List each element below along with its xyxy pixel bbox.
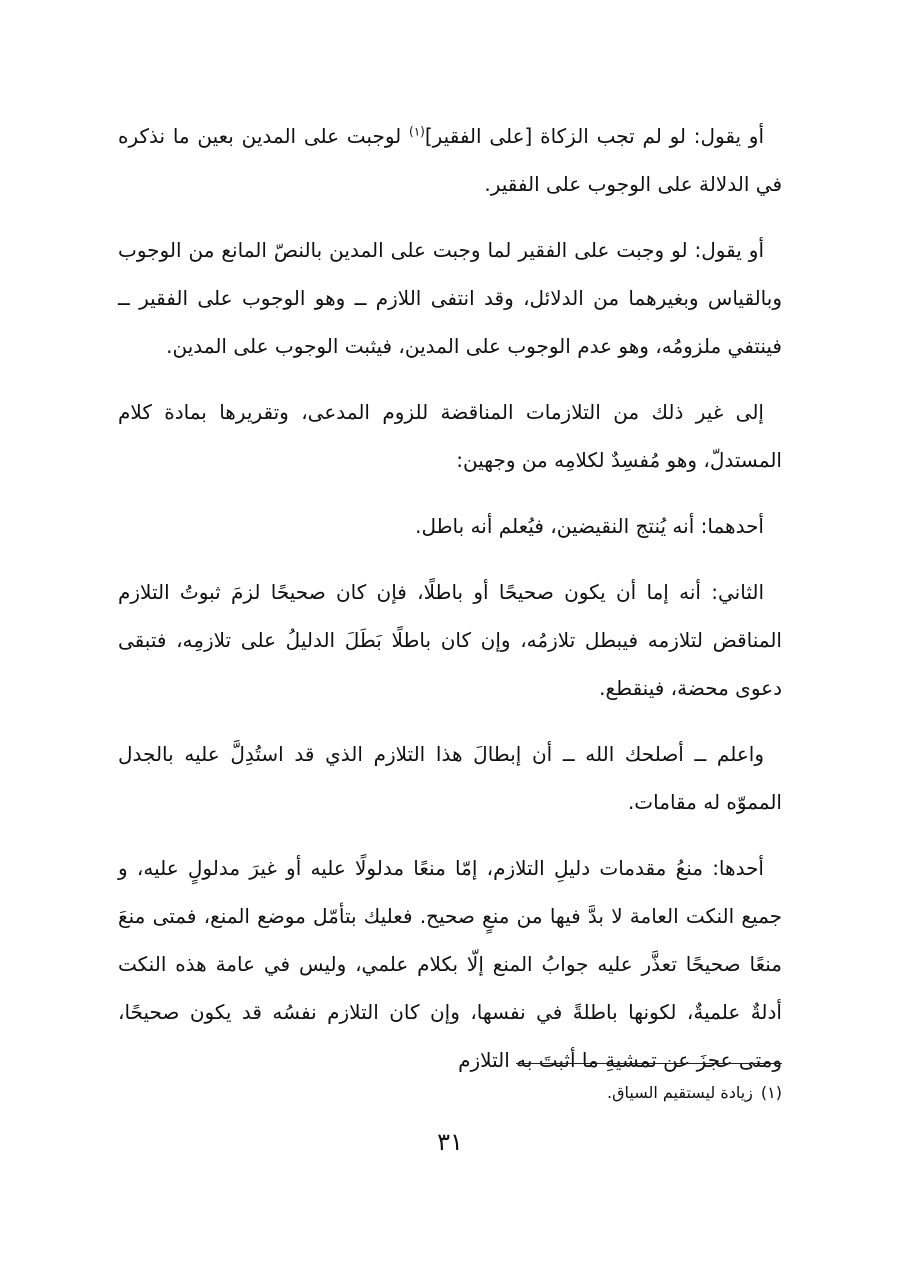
footnote-reference[interactable]: (١) — [409, 124, 425, 139]
paragraph-3: إلى غير ذلك من التلازمات المناقضة للزوم المدعى، وتقريرها بمادة كلام المستدلّ، وهو مُفسِدٌ لكلامِه من وجهين: — [118, 400, 782, 472]
paragraph-1 — [118, 112, 782, 208]
paragraph-5: الثاني: أنه إما أن يكون صحيحًا أو باطلًا، فإن كان صحيحًا لزمَ ثبوتُ التلازم المناقض لتلازمه فيبطل تلازمُه، وإن كان باطلًا بَطَلَ الدليلُ على تلازمِه، فتبقى دعوى محضة، فينقطع. — [118, 580, 782, 700]
footnote-text: زيادة ليستقيم السياق. — [607, 1083, 753, 1102]
paragraph-1-end: لوجبت على المدين بعين ما نذكره في الدلالة على الوجوب على الفقير. — [118, 124, 782, 196]
page-number: ٣١ — [437, 1128, 463, 1156]
footnote-divider — [516, 1063, 782, 1064]
paragraph-7: أحدها: منعُ مقدمات دليلِ التلازم، إمّا منعًا مدلولًا عليه أو غيرَ مدلولٍ عليه، و جميع النكت العامة لا بدَّ فيها من منعٍ صحيح. فعليك بتأمّل موضع المنع، فمتى منعَ منعًا صحيحًا تعذَّر عليه جوابُ المنع إلّا بكلام علمي، وليس في عامة هذه النكت أدلةٌ علميةٌ، لكونها باطلةً في نفسها، وإن كان التلازم نفسُه قد يكون صحيحًا، ومتى عجزَ عن تمشيةِ ما أثبتَ به التلازم — [118, 856, 782, 1072]
paragraph-4: أحدهما: أنه يُنتج النقيضين، فيُعلم أنه باطل. — [415, 514, 764, 538]
paragraph-2: أو يقول: لو وجبت على الفقير لما وجبت على المدين بالنصّ المانع من الوجوب وبالقياس وبغيرهما من الدلائل، وقد انتفى اللازم ــ وهو الوجوب على الفقير ــ فينتفي ملزومُه، وهو عدم الوجوب على المدين، فيثبت الوجوب على المدين. — [118, 238, 782, 358]
footnote-number: (١) — [760, 1083, 782, 1102]
footnote — [118, 1080, 782, 1106]
body-text — [118, 112, 782, 1084]
paragraph-1-start: أو يقول: لو لم تجب الزكاة [على الفقير] — [424, 124, 764, 148]
paragraph-6: واعلم ــ أصلحك الله ــ أن إبطالَ هذا التلازم الذي قد استُدِلَّ عليه بالجدل المموّه له مقامات. — [118, 742, 782, 814]
